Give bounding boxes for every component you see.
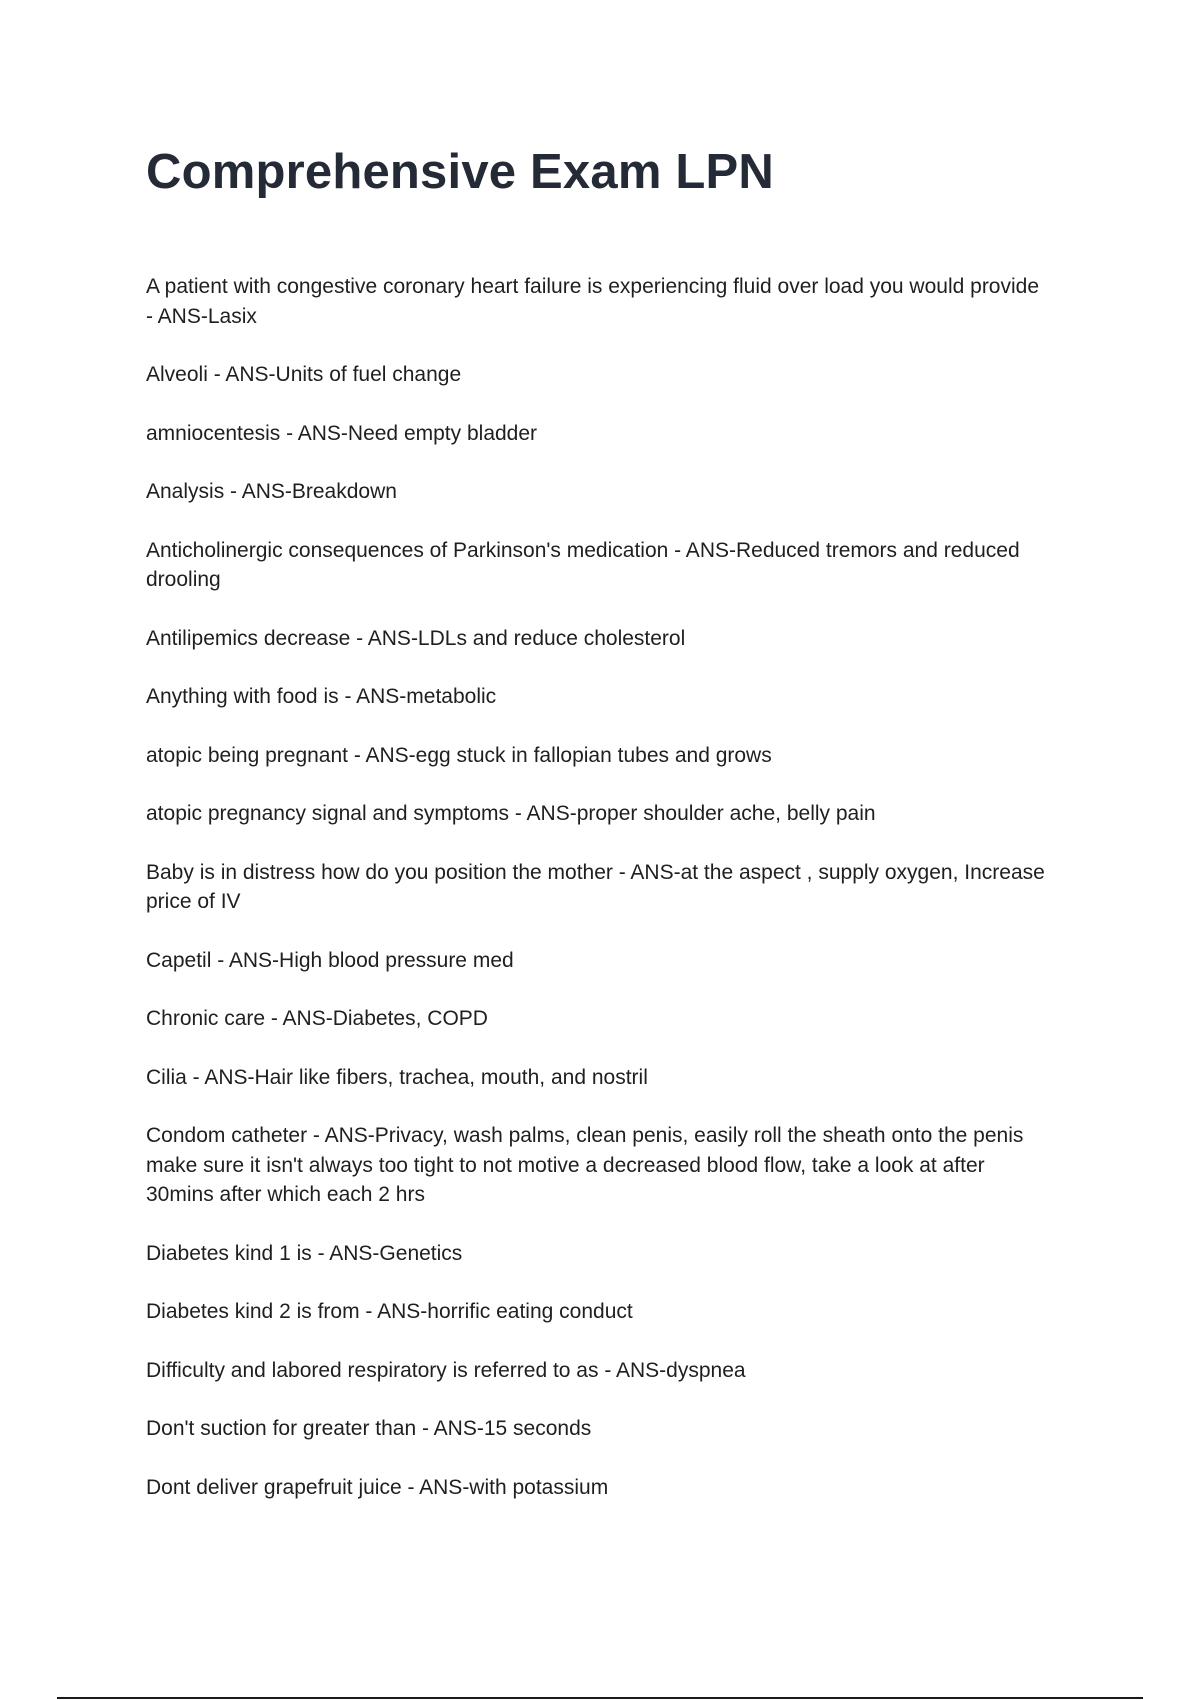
qa-item: atopic being pregnant - ANS-egg stuck in fallopian tubes and grows — [146, 743, 772, 767]
footer-divider — [57, 1697, 1143, 1699]
qa-item: atopic pregnancy signal and symptoms - ANS-proper shoulder ache, belly pain — [146, 802, 876, 825]
qa-item: amniocentesis - ANS-Need empty bladder — [146, 421, 538, 445]
qa-item: Diabetes kind 1 is - ANS-Genetics — [146, 1241, 463, 1265]
page-title: Comprehensive Exam LPN — [146, 145, 775, 199]
qa-item: Difficulty and labored respiratory is referred to as - ANS-dyspnea — [146, 1358, 746, 1382]
qa-item: Don't suction for greater than - ANS-15 seconds — [146, 1417, 592, 1440]
qa-item: Anything with food is - ANS-metabolic — [146, 685, 497, 708]
qa-item: Alveoli - ANS-Units of fuel change — [146, 363, 462, 386]
qa-item: Chronic care - ANS-Diabetes, COPD — [146, 1007, 488, 1030]
qa-item: Dont deliver grapefruit juice - ANS-with potassium — [146, 1475, 609, 1499]
qa-item: Antilipemics decrease - ANS-LDLs and reduce cholesterol — [146, 626, 686, 650]
qa-item: Anticholinergic consequences of Parkinson's medication - ANS-Reduced tremors and reduced drooling — [146, 538, 1020, 591]
qa-list — [146, 272, 1046, 1531]
qa-item: Capetil - ANS-High blood pressure med — [146, 948, 514, 972]
qa-item: Diabetes kind 2 is from - ANS-horrific eating conduct — [146, 1300, 633, 1323]
qa-item: Cilia - ANS-Hair like fibers, trachea, mouth, and nostril — [146, 1065, 648, 1089]
qa-item: A patient with congestive coronary heart failure is experiencing fluid over load you would provide - ANS-Lasix — [146, 275, 1040, 328]
qa-item: Condom catheter - ANS-Privacy, wash palms, clean penis, easily roll the sheath onto the penis make sure it isn't always too tight to not motive a decreased blood flow, take a look at after 30mins after which each 2 hrs — [146, 1124, 1024, 1206]
qa-item: Baby is in distress how do you position the mother - ANS-at the aspect , supply oxygen, Increase price of IV — [146, 860, 1045, 913]
qa-item: Analysis - ANS-Breakdown — [146, 480, 397, 503]
